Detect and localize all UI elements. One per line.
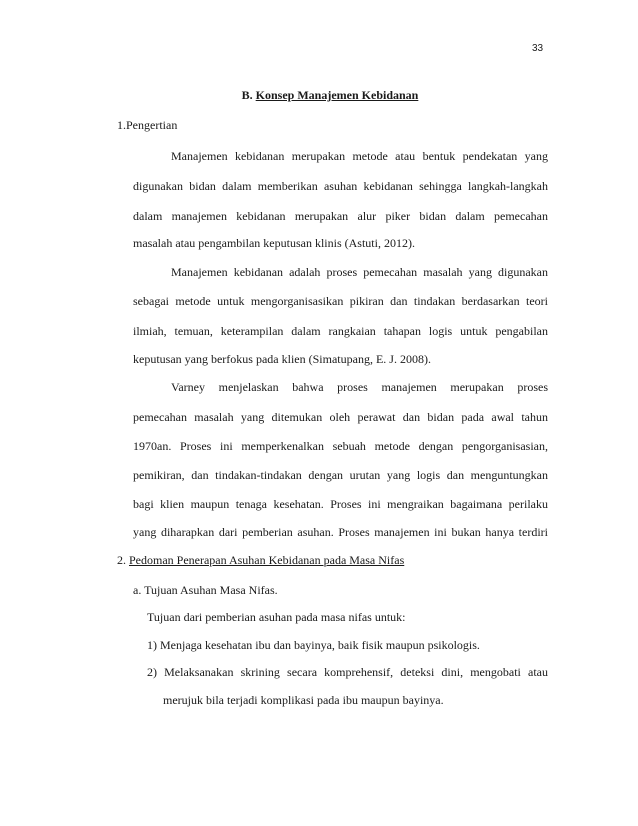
subsection-a-title: a. Tujuan Asuhan Masa Nifas. [133,583,278,597]
list-item-2-line-1: 2) Melaksanakan skrining secara komprehensif, deteksi dini, mengobati atau [147,665,548,679]
p3-line-6: yang diharapkan dari pemberian asuhan. Proses manajemen ini bukan hanya terdiri [133,525,548,539]
section2-number: 2. [117,553,126,567]
p3-line-3: 1970an. Proses ini memperkenalkan sebuah metode dengan pengorganisasian, [133,439,548,453]
p1-line-1: Manajemen kebidanan merupakan metode atau bentuk pendekatan yang [171,149,548,163]
section1-label: 1.Pengertian [117,118,178,132]
heading-prefix: B. [241,88,253,102]
p1-line-3: dalam manajemen kebidanan merupakan alur piker bidan dalam pemecahan [133,209,548,223]
p1-line-2: digunakan bidan dalam memberikan asuhan kebidanan sehingga langkah-langkah [133,179,548,193]
list-item-1: 1) Menjaga kesehatan ibu dan bayinya, baik fisik maupun psikologis. [147,638,480,652]
p2-line-2: sebagai metode untuk mengorganisasikan pikiran dan tindakan berdasarkan teori [133,294,548,308]
p3-line-1: Varney menjelaskan bahwa proses manajemen merupakan proses [171,380,548,394]
section-heading [0,88,638,103]
section2-heading [117,553,404,568]
p3-line-2: pemecahan masalah yang ditemukan oleh perawat dan bidan pada awal tahun [133,410,548,424]
list-item-2-line-2: merujuk bila terjadi komplikasi pada ibu maupun bayinya. [163,693,444,707]
section2-title: Pedoman Penerapan Asuhan Kebidanan pada Masa Nifas [129,553,405,567]
p2-line-1: Manajemen kebidanan adalah proses pemecahan masalah yang digunakan [171,265,548,279]
p2-line-3: ilmiah, temuan, keterampilan dalam rangkaian tahapan logis untuk pengabilan [133,324,548,338]
p1-line-4: masalah atau pengambilan keputusan klinis (Astuti, 2012). [133,236,415,250]
heading-title: Konsep Manajemen Kebidanan [255,88,419,102]
subsection-a-intro: Tujuan dari pemberian asuhan pada masa nifas untuk: [147,610,406,624]
p3-line-5: bagi klien maupun tenaga kesehatan. Proses ini mengraikan bagaimana perilaku [133,497,548,511]
page-number: 33 [532,43,544,54]
p2-line-4: keputusan yang berfokus pada klien (Simatupang, E. J. 2008). [133,352,431,366]
p3-line-4: pemikiran, dan tindakan-tindakan dengan urutan yang logis dan menguntungkan [133,468,548,482]
